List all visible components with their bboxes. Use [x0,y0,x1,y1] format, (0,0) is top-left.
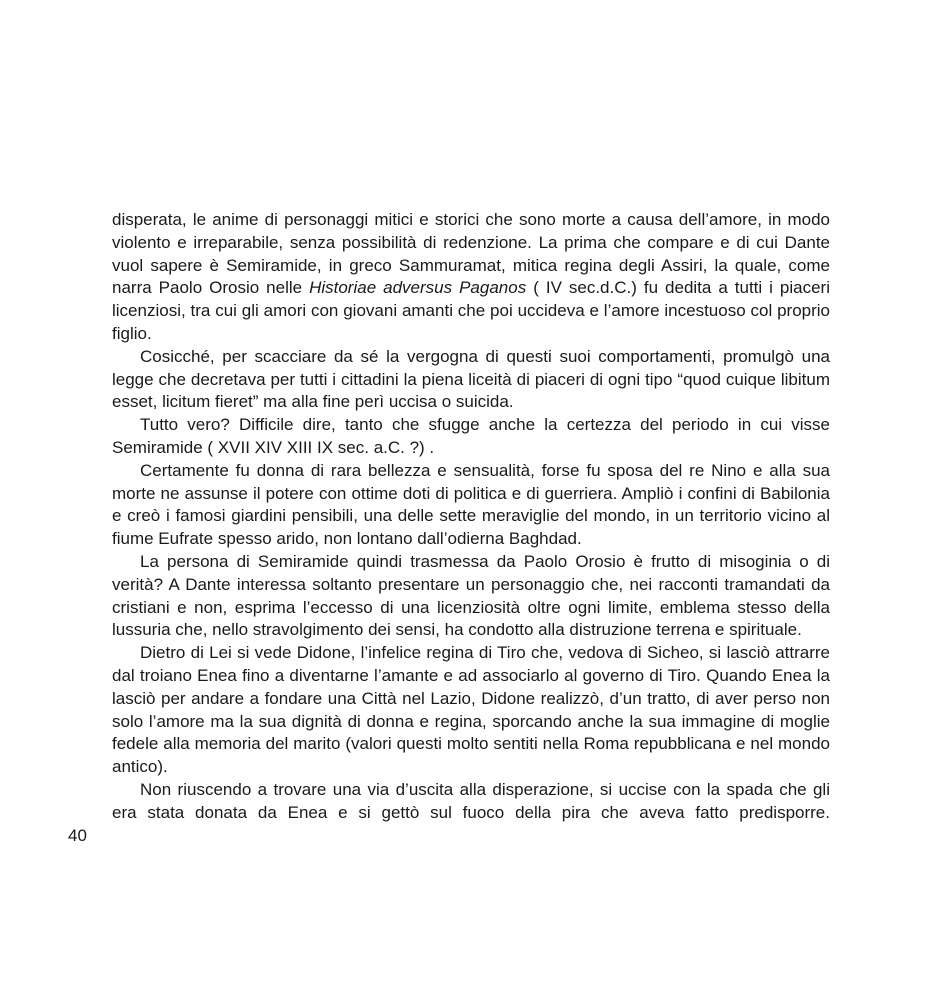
paragraph-5: La persona di Semiramide quindi trasmessa da Paolo Orosio è frutto di misoginia o di verità? A Dante interessa soltanto presentare un personaggio che, nei racconti tramandati da cristiani e non, esprima l’eccesso di una licenziosità oltre ogni limite, emblema stesso della lussuria che, nello stravolgimento dei sensi, ha condotto alla distruzione terrena e spirituale. [112,551,830,640]
book-title-italic: Historiae adversus Paganos [309,278,527,298]
paragraph-4: Certamente fu donna di rara bellezza e sensualità, forse fu sposa del re Nino e alla sua morte ne assunse il potere con ottime doti di politica e di guerriera. Ampliò i confini di Babilonia e creò i famosi giardini pensibili, una delle sette meraviglie del mondo, in un territorio vicino al fiume Eufrate spesso arido, non lontano dall’odierna Baghdad. [112,460,830,549]
paragraph-7: Non riuscendo a trovare una via d’uscita alla disperazione, si uccise con la spada che gli era stata donata da Enea e si gettò sul fuoco della pira che aveva fatto predisporre. [112,779,830,822]
paragraph-3: Tutto vero? Difficile dire, tanto che sfugge anche la certezza del periodo in cui visse Semiramide ( XVII XIV XIII IX sec. a.C. ?) . [112,415,830,457]
paragraph-1-text-b: ( IV sec.d.C.) fu dedita a tutti i piaceri licenziosi, tra cui gli amori con giovani amanti che poi uccideva e l’amore incestuoso col proprio figlio. [112,278,830,343]
paragraph-2: Cosicché, per scacciare da sé la vergogna di questi suoi comportamenti, promulgò una legge che decretava per tutti i cittadini la piena liceità di piaceri di ogni tipo “quod cuique libitum esset, licitum fieret” ma alla fine perì uccisa o suicida. [112,346,830,412]
body-text [112,209,830,825]
page-number: 40 [68,826,87,845]
paragraph-6: Dietro di Lei si vede Didone, l’infelice regina di Tiro che, vedova di Sicheo, si lasciò attrarre dal troiano Enea fino a diventarne l’amante e ad associarlo al governo di Tiro. Quando Enea la lasciò per andare a fondare una Città nel Lazio, Didone realizzò, d’un tratto, di aver perso non solo l’amore ma la sua dignità di donna e regina, sporcando anche la sua immagine di moglie fedele alla memoria del marito (valori questi molto sentiti nella Roma repubblicana e nel mondo antico). [112,643,830,777]
paragraph-1 [112,209,830,346]
paragraph-1-text-a: disperata, le anime di personaggi mitici e storici che sono morte a causa dell’amore, in modo violento e irreparabile, senza possibilità di redenzione. La prima che compare e di cui Dante vuol sapere è Semiramide, in greco Sammuramat, mitica regina degli Assiri, la quale, come narra Paolo Orosio nelle [112,210,830,298]
